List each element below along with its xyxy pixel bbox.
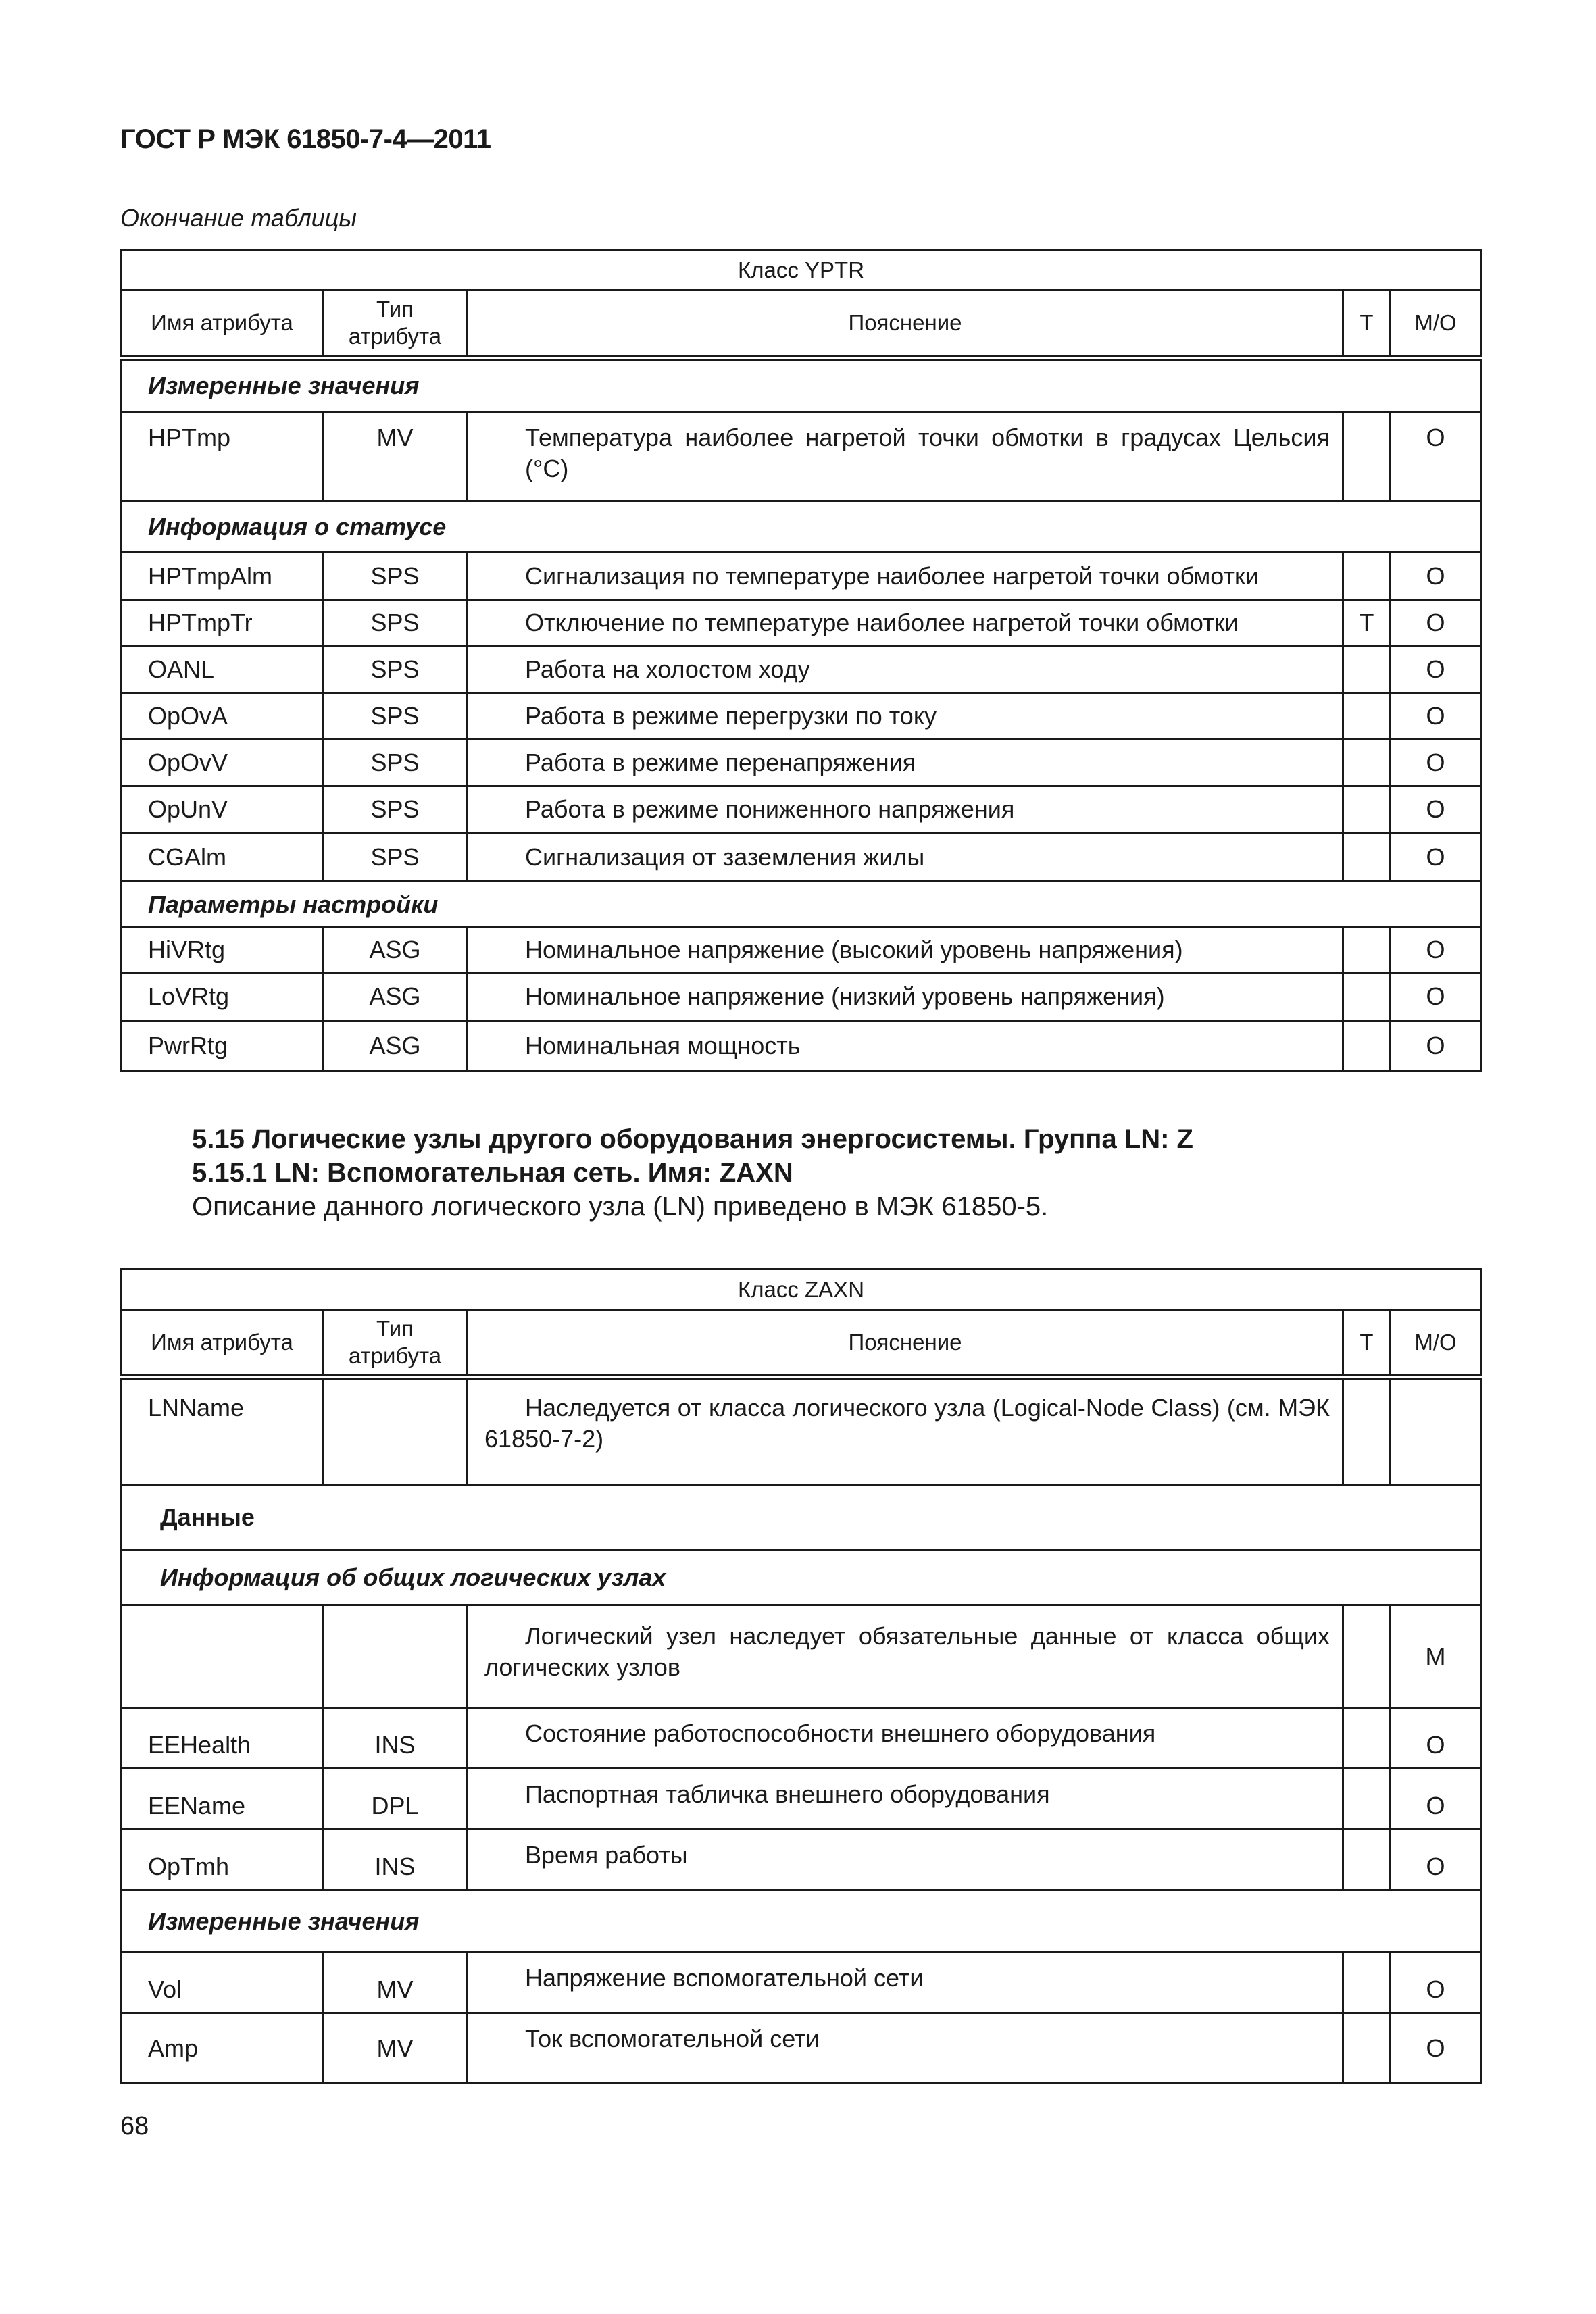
- attr-t: [1343, 1830, 1391, 1890]
- header-mo: M/O: [1391, 1310, 1481, 1378]
- header-attr-type: Тип атрибута: [323, 1310, 468, 1378]
- attr-mo: O: [1391, 412, 1481, 501]
- attr-description: Паспортная табличка внешнего оборудования: [468, 1769, 1343, 1830]
- zaxn-table: [120, 1268, 1482, 2084]
- attr-type: MV: [323, 412, 468, 501]
- attr-description: Логический узел наследует обязательные данные от класса общих логических узлов: [468, 1605, 1343, 1708]
- attr-t: [1343, 1605, 1391, 1708]
- attr-name: OpUnV: [122, 786, 323, 833]
- attr-mo: O: [1391, 833, 1481, 882]
- attr-mo: O: [1391, 786, 1481, 833]
- section-title: Параметры настройки: [122, 882, 1481, 928]
- attr-type: ASG: [323, 1021, 468, 1072]
- attr-description: Наследуется от класса логического узла (Logical-Node Class) (см. МЭК 61850-7-2): [468, 1378, 1343, 1486]
- attr-type: ASG: [323, 928, 468, 973]
- attr-mo: O: [1391, 693, 1481, 740]
- subsection-heading: 5.15.1 LN: Вспомогательная сеть. Имя: ZAXN: [192, 1158, 793, 1188]
- attr-name: CGAlm: [122, 833, 323, 882]
- attr-name: LoVRtg: [122, 973, 323, 1021]
- attr-name: PwrRtg: [122, 1021, 323, 1072]
- attr-description: Отключение по температуре наиболее нагретой точки обмотки: [468, 600, 1343, 647]
- attr-type: SPS: [323, 600, 468, 647]
- attr-mo: [1391, 1378, 1481, 1486]
- attr-description: Ток вспомогательной сети: [468, 2013, 1343, 2084]
- attr-name: OpOvV: [122, 740, 323, 786]
- attr-mo: O: [1391, 600, 1481, 647]
- attr-description: Работа в режиме пониженного напряжения: [468, 786, 1343, 833]
- attr-t: [1343, 2013, 1391, 2084]
- attr-type: SPS: [323, 647, 468, 693]
- attr-description: Напряжение вспомогательной сети: [468, 1953, 1343, 2013]
- attr-type: SPS: [323, 693, 468, 740]
- attr-t: [1343, 973, 1391, 1021]
- attr-name: Vol: [122, 1953, 323, 2013]
- header-t: T: [1343, 1310, 1391, 1378]
- section-paragraph: Описание данного логического узла (LN) приведено в МЭК 61850-5.: [192, 1192, 1049, 1222]
- header-attr-type: Тип атрибута: [323, 291, 468, 358]
- header-attr-name: Имя атрибута: [122, 1310, 323, 1378]
- attr-type: ASG: [323, 973, 468, 1021]
- attr-description: Номинальная мощность: [468, 1021, 1343, 1072]
- attr-type: [323, 1605, 468, 1708]
- attr-t: [1343, 1769, 1391, 1830]
- attr-mo: O: [1391, 1830, 1481, 1890]
- section-heading: 5.15 Логические узлы другого оборудования энергосистемы. Группа LN: Z: [192, 1124, 1193, 1154]
- attr-t: [1343, 833, 1391, 882]
- class-title: Класс ZAXN: [122, 1269, 1481, 1310]
- attr-t: [1343, 693, 1391, 740]
- attr-name: LNName: [122, 1378, 323, 1486]
- table-caption: Окончание таблицы: [120, 204, 357, 232]
- attr-t: [1343, 553, 1391, 600]
- section-title: Данные: [122, 1486, 1481, 1550]
- class-title: Класс YPTR: [122, 250, 1481, 291]
- section-title: Измеренные значения: [122, 358, 1481, 412]
- yptr-table: [120, 249, 1482, 1072]
- attr-description: Работа в режиме перегрузки по току: [468, 693, 1343, 740]
- attr-mo: O: [1391, 740, 1481, 786]
- attr-type: SPS: [323, 553, 468, 600]
- document-header: ГОСТ Р МЭК 61850-7-4—2011: [120, 124, 491, 154]
- attr-type: MV: [323, 1953, 468, 2013]
- attr-type: [323, 1378, 468, 1486]
- attr-description: Номинальное напряжение (низкий уровень напряжения): [468, 973, 1343, 1021]
- attr-t: [1343, 786, 1391, 833]
- attr-t: T: [1343, 600, 1391, 647]
- attr-description: Время работы: [468, 1830, 1343, 1890]
- attr-t: [1343, 1378, 1391, 1486]
- attr-t: [1343, 1021, 1391, 1072]
- attr-mo: M: [1391, 1605, 1481, 1708]
- attr-mo: O: [1391, 973, 1481, 1021]
- header-explanation: Пояснение: [468, 1310, 1343, 1378]
- attr-type: DPL: [323, 1769, 468, 1830]
- attr-mo: O: [1391, 1708, 1481, 1769]
- attr-name: HiVRtg: [122, 928, 323, 973]
- attr-type: MV: [323, 2013, 468, 2084]
- attr-t: [1343, 740, 1391, 786]
- attr-t: [1343, 928, 1391, 973]
- attr-name: EEName: [122, 1769, 323, 1830]
- attr-type: SPS: [323, 786, 468, 833]
- attr-name: [122, 1605, 323, 1708]
- attr-description: Работа в режиме перенапряжения: [468, 740, 1343, 786]
- attr-description: Сигнализация по температуре наиболее нагретой точки обмотки: [468, 553, 1343, 600]
- attr-name: EEHealth: [122, 1708, 323, 1769]
- header-explanation: Пояснение: [468, 291, 1343, 358]
- attr-mo: O: [1391, 553, 1481, 600]
- page-number: 68: [120, 2112, 149, 2140]
- attr-mo: O: [1391, 1021, 1481, 1072]
- attr-name: Amp: [122, 2013, 323, 2084]
- attr-mo: O: [1391, 1953, 1481, 2013]
- attr-description: Сигнализация от заземления жилы: [468, 833, 1343, 882]
- attr-type: INS: [323, 1830, 468, 1890]
- attr-type: SPS: [323, 833, 468, 882]
- attr-description: Работа на холостом ходу: [468, 647, 1343, 693]
- attr-t: [1343, 412, 1391, 501]
- attr-name: HPTmp: [122, 412, 323, 501]
- attr-t: [1343, 647, 1391, 693]
- section-title: Информация о статусе: [122, 501, 1481, 553]
- attr-mo: O: [1391, 1769, 1481, 1830]
- attr-mo: O: [1391, 928, 1481, 973]
- attr-description: Состояние работоспособности внешнего оборудования: [468, 1708, 1343, 1769]
- attr-description: Температура наиболее нагретой точки обмотки в градусах Цельсия (°C): [468, 412, 1343, 501]
- attr-name: HPTmpAlm: [122, 553, 323, 600]
- header-attr-name: Имя атрибута: [122, 291, 323, 358]
- attr-name: HPTmpTr: [122, 600, 323, 647]
- header-mo: M/O: [1391, 291, 1481, 358]
- attr-type: INS: [323, 1708, 468, 1769]
- section-title: Измеренные значения: [122, 1890, 1481, 1953]
- attr-type: SPS: [323, 740, 468, 786]
- attr-mo: O: [1391, 2013, 1481, 2084]
- attr-name: OpTmh: [122, 1830, 323, 1890]
- attr-mo: O: [1391, 647, 1481, 693]
- attr-name: OANL: [122, 647, 323, 693]
- header-t: T: [1343, 291, 1391, 358]
- attr-name: OpOvA: [122, 693, 323, 740]
- attr-t: [1343, 1953, 1391, 2013]
- attr-t: [1343, 1708, 1391, 1769]
- section-title: Информация об общих логических узлах: [122, 1550, 1481, 1605]
- attr-description: Номинальное напряжение (высокий уровень напряжения): [468, 928, 1343, 973]
